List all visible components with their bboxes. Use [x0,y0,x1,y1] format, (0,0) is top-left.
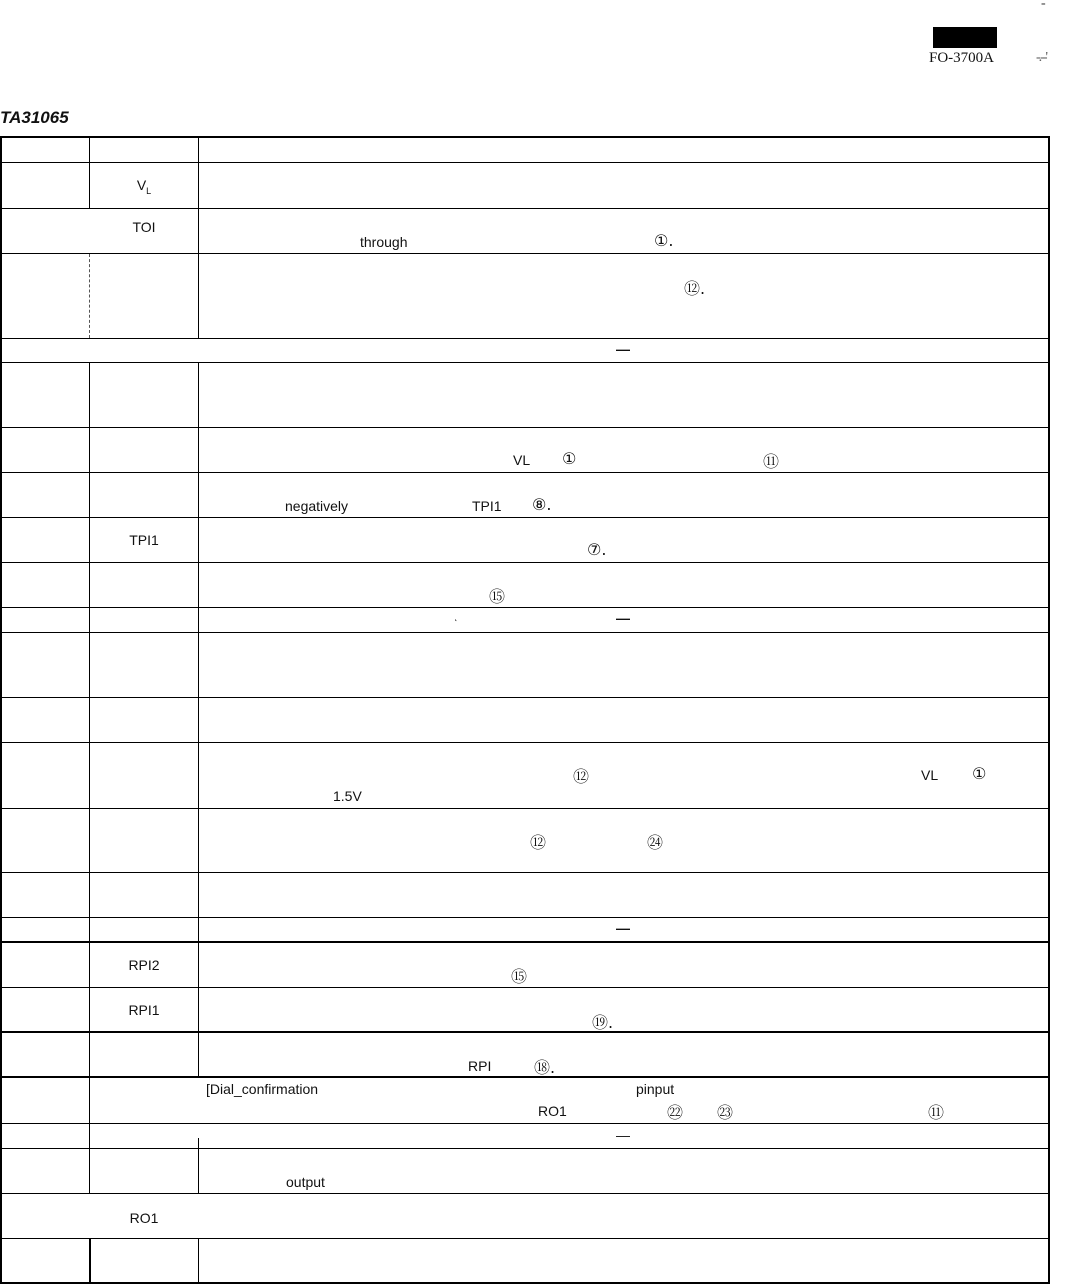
cell-text: pinput [636,1081,675,1097]
pin-symbol: TPI1 [129,532,159,548]
table-row [2,254,1048,339]
corner-mark: - [1041,0,1046,11]
pin-symbol: RPI2 [128,957,160,973]
table-row [2,339,1048,363]
cell-text: output [286,1174,325,1190]
pin-ref: ㉒ [667,1103,684,1122]
pin-ref: ① [562,449,577,468]
table-row [2,428,1048,473]
pin-description-table [0,136,1050,1284]
table-row [2,988,1048,1033]
table-row [2,563,1048,608]
pin-ref: ⑧. [532,495,552,514]
pin-ref: ① [972,764,987,783]
dash-mark: — [616,610,630,626]
redaction-box [933,27,997,48]
cell-text: through [360,234,408,250]
table-row [2,1194,1048,1239]
cell-text: RO1 [538,1103,567,1119]
table-row [2,633,1048,698]
pin-ref: ⑮ [489,587,506,606]
chip-title: TA31065 [0,108,69,127]
pin-ref: ⑪ [763,452,780,471]
pin-ref: ⑲. [592,1013,614,1032]
table-row [2,873,1048,918]
table-row [2,918,1048,943]
pin-ref: ⑮ [511,967,528,986]
pin-symbol: TOI [132,219,156,235]
table-row [2,1239,1048,1284]
pin-ref: ⑫. [684,279,706,298]
pin-ref: ⑱. [534,1058,556,1077]
table-row [2,473,1048,518]
vl-ref: VL [921,767,939,783]
cell-text: TPI1 [472,498,502,514]
table-row [2,163,1048,209]
table-row [2,518,1048,563]
pin-ref: ⑦. [587,540,607,559]
pin-symbol: $V_L$ [136,177,152,196]
pin-ref: ①. [654,231,674,250]
table-row [2,363,1048,428]
vl-ref: VL [513,452,531,468]
pin-ref: ⑫ [573,767,590,786]
cell-text: RPI [468,1058,492,1074]
pin-ref: ㉔ [647,833,664,852]
dash-mark: — [616,920,630,936]
pin-ref: ⑪ [928,1103,945,1122]
table-header-row [2,138,1048,163]
table-row [2,743,1048,809]
table-row [2,809,1048,873]
pin-symbol: RPI1 [128,1002,160,1018]
table-row [2,209,1048,254]
table-row [2,608,1048,633]
pin-ref: ㉓ [717,1103,734,1122]
margin-scribble: -.--' [1036,50,1047,65]
table-row [2,1078,1048,1124]
dash-mark: — [616,1127,630,1143]
table-row [2,1149,1048,1194]
table-row [2,1033,1048,1078]
dash-mark: — [616,341,630,357]
cell-text: negatively [285,498,349,514]
stray-mark: ͺ [454,610,458,622]
model-number: FO-3700A [929,50,995,66]
table-row [2,1124,1048,1149]
table-row [2,943,1048,988]
cell-text: [Dial_confirmation [206,1081,319,1097]
pin-symbol: RO1 [129,1210,159,1226]
voltage-value: 1.5V [333,788,362,804]
table-row [2,698,1048,743]
pin-ref: ⑫ [530,833,547,852]
